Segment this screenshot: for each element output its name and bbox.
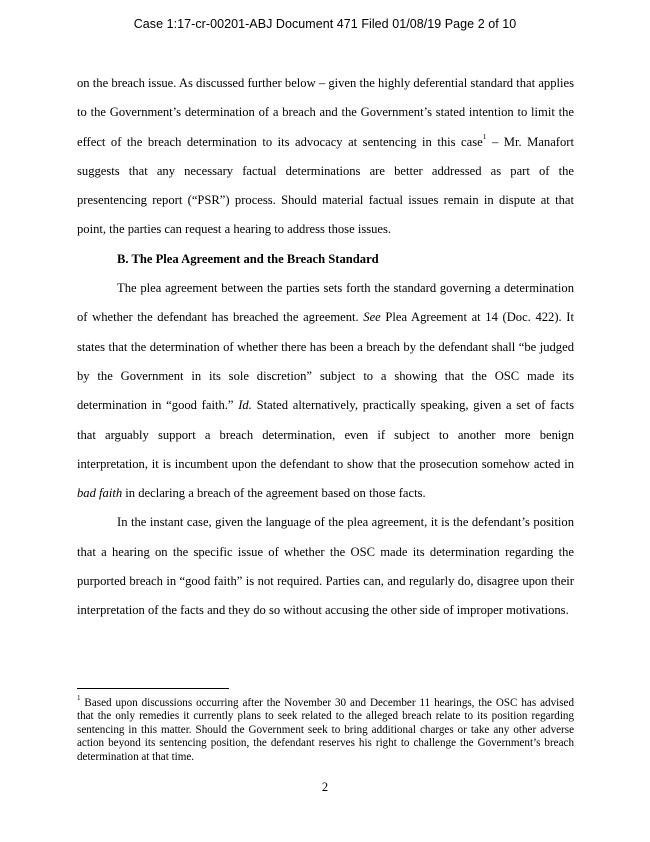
footnote-divider <box>77 688 229 689</box>
section-heading: B. The Plea Agreement and the Breach Standard <box>117 251 379 266</box>
footnote-text: Based upon discussions occurring after the November 30 and December 11 hearings, the OSC has advised that the only remedies it currently plans to seek related to the alleged breach relate to its position regarding sentencing in this matter. Should the Government seek to bring additional charges or take any other adverse action beyond its sentencing position, the defendant reserves his right to challenge the Government’s breach determination at that time. <box>77 697 574 763</box>
paragraph-text: Plea Agreement at 14 (Doc. 422). It states that the determination of whether there has been a breach by the defendant shall “be judged by the Government in its sole discretion” subject to a showing that the OSC made its determination in “good faith.” <box>77 310 574 413</box>
footnote-marker: 1 <box>77 694 81 703</box>
page-number: 2 <box>321 780 329 794</box>
paragraph-text: – Mr. Manafort suggests that any necessary factual determinations are better addressed as part of the presentencing report (“PSR”) process. Should material factual issues remain in dispute at that point, the parties can request a hearing to address those issues. <box>77 134 574 237</box>
emphasis-bad-faith: bad faith <box>77 486 123 501</box>
paragraph-text: Stated alternatively, practically speaking, given a set of facts that arguably support a breach determination, even if subject to another more benign interpretation, it is incumbent upon the defendant to show that the prosecution somehow acted in <box>77 398 574 471</box>
footnote <box>77 694 574 764</box>
paragraph-breach-issue <box>77 69 574 245</box>
citation-signal-see: See <box>363 310 381 325</box>
paragraph-instant-case: In the instant case, given the language of the plea agreement, it is the defendant’s position that a hearing on the specific issue of whether the OSC made its determination regarding the purported breach in “good faith” is not required. Parties can, and regularly do, disagree upon their interpretation of the facts and they do so without accusing the other side of improper motivations. <box>77 515 574 618</box>
paragraph-text: on the breach issue. As discussed further below – given the highly deferential standard that applies to the Government’s determination of a breach and the Government’s stated intention to limit the effect of the breach determination to its advocacy at sentencing in this case <box>77 76 574 149</box>
case-header: Case 1:17-cr-00201-ABJ Document 471 Filed 01/08/19 Page 2 of 10 <box>133 17 517 31</box>
paragraph-plea-agreement <box>77 274 574 508</box>
body-text <box>77 69 574 626</box>
paragraph-text: in declaring a breach of the agreement based on those facts. <box>122 486 426 501</box>
citation-id: Id. <box>238 398 252 413</box>
paragraph-text: The plea agreement between the parties sets forth the standard governing a determination of whether the defendant has breached the agreement. <box>77 281 574 325</box>
footnote-reference[interactable]: 1 <box>482 132 487 142</box>
